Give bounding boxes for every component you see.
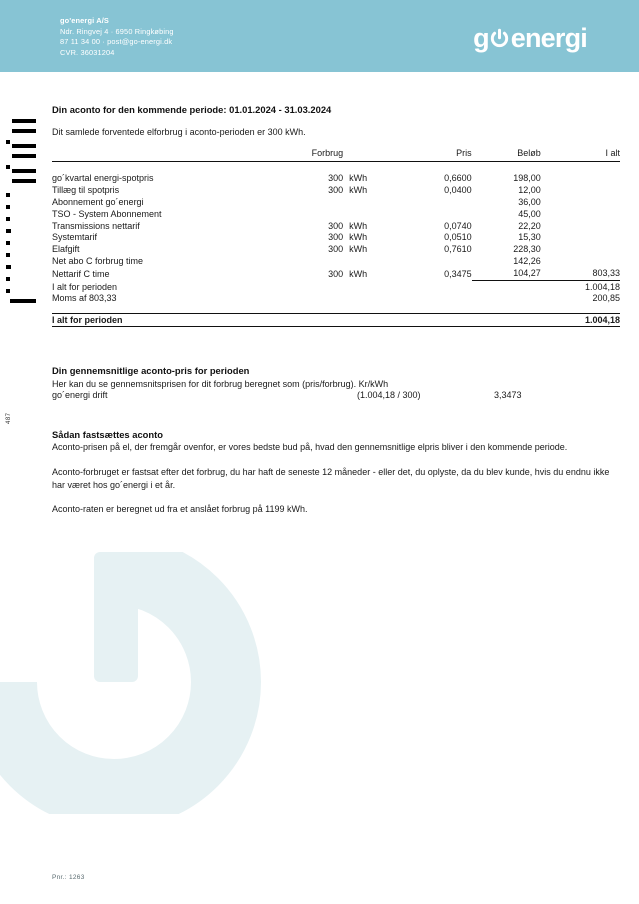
table-row [52,243,620,255]
header-band [0,0,639,72]
reg-mark [6,205,10,209]
row-qty: 300 [328,173,344,184]
row-amount: 198,00 [513,173,541,184]
charges-table-body [52,173,620,327]
row-qty: 300 [328,232,344,243]
reg-mark [12,119,36,123]
reg-mark [6,217,10,221]
grand-total-label: I alt for perioden [52,314,301,327]
col-unit [343,148,394,162]
reg-mark [12,129,36,133]
col-description [52,148,301,162]
howto-paragraph-2: Aconto-forbruget er fastsat efter det forbrug, du har haft de seneste 12 måneder - eller det, du oplyste, da du blev kunde, hvis du endnu ikke har været hos go´energi i et år. [52,467,610,490]
invoice-lead: Dit samlede forventede elforbrug i aconto-perioden er 300 kWh. [52,127,306,137]
row-price: 0,0510 [444,232,472,243]
table-spacer [52,304,620,313]
howto-section [52,429,620,516]
vat-value: 200,85 [592,293,620,304]
logo-text-rest: energi [510,22,587,53]
howto-paragraph-1: Aconto-prisen på el, der fremgår ovenfor, er vores bedste bud på, hvad den gennemsnitlige elpris bliver i den kommende periode. [52,442,568,453]
row-total [541,184,620,196]
reg-mark [10,299,36,303]
row-total: 803,33 [541,267,620,280]
row-qty: 300 [328,244,344,255]
row-unit: kWh [349,232,368,243]
row-price: 0,0400 [444,185,472,196]
row-description: Tillæg til spotpris [52,185,120,196]
table-row [52,196,620,208]
grand-total-value: 1.004,18 [541,314,620,327]
row-total [541,243,620,255]
table-row [52,255,620,267]
row-amount: 15,30 [518,232,541,243]
power-symbol-icon [489,28,510,49]
table-row [52,231,620,243]
subtotal-row [52,280,620,292]
reg-mark [12,179,36,183]
reg-mark [12,154,36,158]
row-unit [343,196,394,208]
reg-mark [6,289,10,293]
power-watermark-icon [0,552,274,814]
row-description: Abonnement go´energi [52,197,144,208]
logo-text-first: g [473,22,489,53]
row-description: Nettarif C time [52,269,110,280]
row-amount: 228,30 [513,244,541,255]
table-row [52,173,620,185]
row-total [541,220,620,232]
row-amount: 22,20 [518,220,541,231]
vat-row [52,292,620,304]
reg-mark [6,277,10,281]
row-unit: kWh [349,185,368,196]
row-amount: 142,26 [513,255,541,266]
company-name: go'energi A/S [60,16,110,25]
row-amount: 12,00 [518,185,541,196]
average-price-value: 3,3473 [494,390,522,401]
row-unit: kWh [349,220,368,231]
col-forbrug: Forbrug [311,148,344,158]
row-description: Elafgift [52,244,80,255]
row-price: 0,6600 [444,173,472,184]
table-row [52,184,620,196]
row-amount: 45,00 [518,208,541,219]
row-description: TSO - System Abonnement [52,208,162,219]
registration-marks [0,115,42,315]
average-price-section [52,365,620,403]
howto-title: Sådan fastsættes aconto [52,429,163,441]
row-price: 0,7610 [444,244,472,255]
reg-mark [12,169,36,173]
subtotal-value: 1.004,18 [584,281,620,292]
row-unit: kWh [349,173,368,184]
table-row [52,220,620,232]
row-description: Net abo C forbrug time [52,255,144,266]
row-qty: 300 [328,269,344,280]
row-amount: 36,00 [518,197,541,208]
col-pris: Pris [456,148,472,158]
side-code: 487 [6,412,12,424]
row-price: 0,3475 [444,269,472,280]
row-price: 0,0740 [444,220,472,231]
table-spacer [52,164,620,173]
company-address: Ndr. Ringvej 4 · 6950 Ringkøbing [60,26,174,36]
subtotal-label: I alt for perioden [52,281,118,292]
reg-mark [6,140,10,144]
howto-paragraph-3: Aconto-raten er beregnet ud fra et anslået forbrug på 1199 kWh. [52,504,308,515]
col-ialt: I alt [605,148,620,158]
row-unit [343,208,394,220]
charges-table [52,148,620,327]
average-price-calc: (1.004,18 / 300) [357,390,421,401]
invoice-content [52,104,620,516]
table-row [52,267,620,280]
reg-mark [6,193,10,197]
table-row [52,208,620,220]
company-cvr: CVR. 36031204 [60,47,115,57]
row-total [541,208,620,220]
company-contact: 87 11 34 00 · post@go-energi.dk [60,37,173,47]
row-total [541,255,620,267]
row-total [541,173,620,185]
reg-mark [12,144,36,148]
company-info [60,16,174,58]
row-qty [301,196,343,208]
reg-mark [6,253,10,257]
row-description: Systemtarif [52,232,98,243]
footer-pnr: Pnr.: 1263 [52,874,85,881]
row-price [395,208,472,220]
row-description: Transmissions nettarif [52,220,140,231]
row-description: go´kvartal energi-spotpris [52,173,154,184]
reg-mark [6,229,11,233]
row-qty: 300 [328,185,344,196]
row-unit: kWh [349,269,368,280]
reg-mark [6,165,10,169]
goenergi-logo [473,23,587,53]
average-price-row [52,390,620,403]
row-total [541,231,620,243]
average-price-intro: Her kan du se gennemsnitsprisen for dit forbrug beregnet som (pris/forbrug). Kr/kWh [52,378,389,389]
average-price-title: Din gennemsnitlige aconto-pris for perioden [52,364,250,376]
table-header-row [52,148,620,162]
row-price [395,255,472,267]
reg-mark [6,265,11,269]
vat-label: Moms af 803,33 [52,293,117,304]
row-qty: 300 [328,220,344,231]
average-price-label: go´energi drift [52,390,108,401]
row-unit [343,255,394,267]
row-qty [301,208,343,220]
reg-mark [6,241,10,245]
row-total [541,196,620,208]
row-unit: kWh [349,244,368,255]
grand-total-row [52,314,620,327]
row-amount: 104,27 [472,267,541,280]
row-qty [301,255,343,267]
col-belob: Beløb [517,148,541,158]
invoice-title: Din aconto for den kommende periode: 01.01.2024 - 31.03.2024 [52,104,332,115]
row-price [395,196,472,208]
